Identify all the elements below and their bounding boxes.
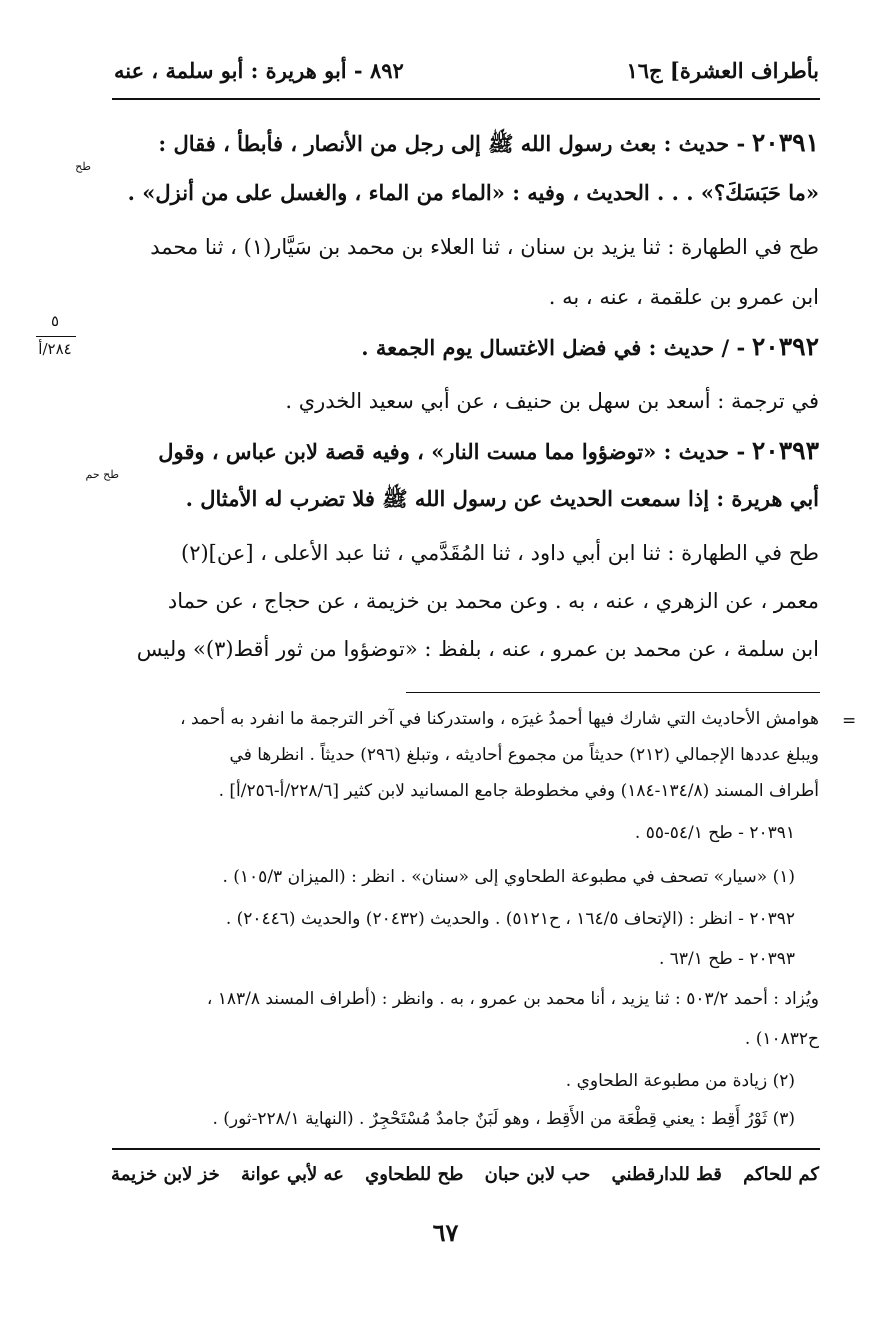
hadith-number: ٢٠٣٩١ [751,128,819,157]
hadith-text-continued: أبي هريرة : إذا سمعت الحديث عن رسول الله ﷺ فلا تضرب له الأمثال . [185,486,819,511]
footnote-intro-line: هوامش الأحاديث التي شارك فيها أحمدُ غيرَه ، واستدركنا في آخر الترجمة ما انفرد به أحمد ، [180,709,819,729]
header-rule [112,98,820,100]
source-line: طح في الطهارة : ثنا ابن أبي داود ، ثنا المُقَدَّمي ، ثنا عبد الأعلى ، [عن](٢) [180,541,819,565]
abbreviation-legend [111,1164,819,1185]
footnote-line: ح١٠٨٣٢) . [744,1029,819,1049]
source-mark: طح حم [85,468,119,481]
legend-rule [112,1148,820,1150]
legend-item: طح للطحاوي [365,1164,464,1185]
hadith-text: - / حديث : في فضل الاغتسال يوم الجمعة . [361,335,746,360]
page-number: ٦٧ [432,1218,459,1247]
margin-rule [36,336,76,337]
footnote-intro-line: ويبلغ عددها الإجمالي (٢١٢) حديثاً من مجموع أحاديثه ، وتبلغ (٢٩٦) حديثاً . انظرها في [229,745,819,765]
footnote-line: (٢) زيادة من مطبوعة الطحاوي . [565,1071,795,1091]
source-mark: طح [75,160,91,173]
hadith-entry-heading [109,436,819,467]
source-line: ابن سلمة ، عن محمد بن عمرو ، عنه ، بلفظ : «توضؤوا من ثور أقط(٣)» وليس [136,637,819,661]
footnote-line: (٣) ثَوْرُ أَقِط : يعني قِطْعَة من الأَقِط ، وهو لَبَنٌ جامدٌ مُسْتَحْجِرٌ . (النهاية ٢٢٨/١-ثور) . [212,1109,795,1129]
hadith-text: - حديث : بعث رسول الله ﷺ إلى رجل من الأنصار ، فأبطأ ، فقال : [158,131,746,156]
header-right: بأطراف العشرة] ج١٦ [626,58,819,83]
legend-item: حب لابن حبان [484,1164,591,1185]
legend-item: عه لأبي عوانة [240,1164,344,1185]
hadith-number: ٢٠٣٩٢ [751,332,819,361]
source-line: في ترجمة : أسعد بن سهل بن حنيف ، عن أبي سعيد الخدري . [285,389,819,413]
hadith-entry-heading [109,332,819,363]
source-line: ابن عمرو بن علقمة ، عنه ، به . [548,285,819,309]
footnote-line: ٢٠٣٩١ - طح ٥٤/١-٥٥ . [634,823,795,843]
hadith-text: - حديث : «توضؤوا مما مست النار» ، وفيه قصة لابن عباس ، وقول [158,439,746,464]
footnote-line: (١) «سيار» تصحف في مطبوعة الطحاوي إلى «سنان» . انظر : (الميزان ١٠٥/٣) . [222,867,795,887]
source-line: معمر ، عن الزهري ، عنه ، به . وعن محمد بن خزيمة ، عن حجاج ، عن حماد [167,589,819,613]
margin-line-number: ٥ [50,312,60,330]
hadith-number: ٢٠٣٩٣ [751,436,819,465]
margin-folio: ٢٨٤/أ [38,340,72,358]
footnote-rule [406,692,820,693]
footnote-line: ويُزاد : أحمد ٥٠٣/٢ : ثنا يزيد ، أنا محمد بن عمرو ، به . وانظر : (أطراف المسند ١٨٣/٨ ، [206,989,819,1009]
footnote-line: ٢٠٣٩٢ - انظر : (الإتحاف ١٦٤/٥ ، ح٥١٢١) . والحديث (٢٠٤٣٢) والحديث (٢٠٤٤٦) . [225,909,795,929]
footnote-line: ٢٠٣٩٣ - طح ٦٣/١ . [658,949,795,969]
footnote-intro-line: أطراف المسند (١٣٤/٨-١٨٤) وفي مخطوطة جامع المسانيد لابن كثير [٢٢٨/٦/أ-٢٥٦/أ] . [218,781,819,801]
hadith-text-continued: «ما حَبَسَكَ؟» . . . الحديث ، وفيه : «الماء من الماء ، والغسل على من أنزل» . [127,180,819,205]
header-left: ٨٩٢ - أبو هريرة : أبو سلمة ، عنه [114,58,404,83]
source-line: طح في الطهارة : ثنا يزيد بن سنان ، ثنا العلاء بن محمد بن سَيَّار(١) ، ثنا محمد [150,235,819,259]
legend-item: خز لابن خزيمة [111,1164,220,1185]
legend-item: قط للدارقطني [611,1164,722,1185]
legend-item: كم للحاكم [743,1164,819,1185]
continuation-marker: = [842,711,857,731]
hadith-entry-heading [109,128,819,159]
